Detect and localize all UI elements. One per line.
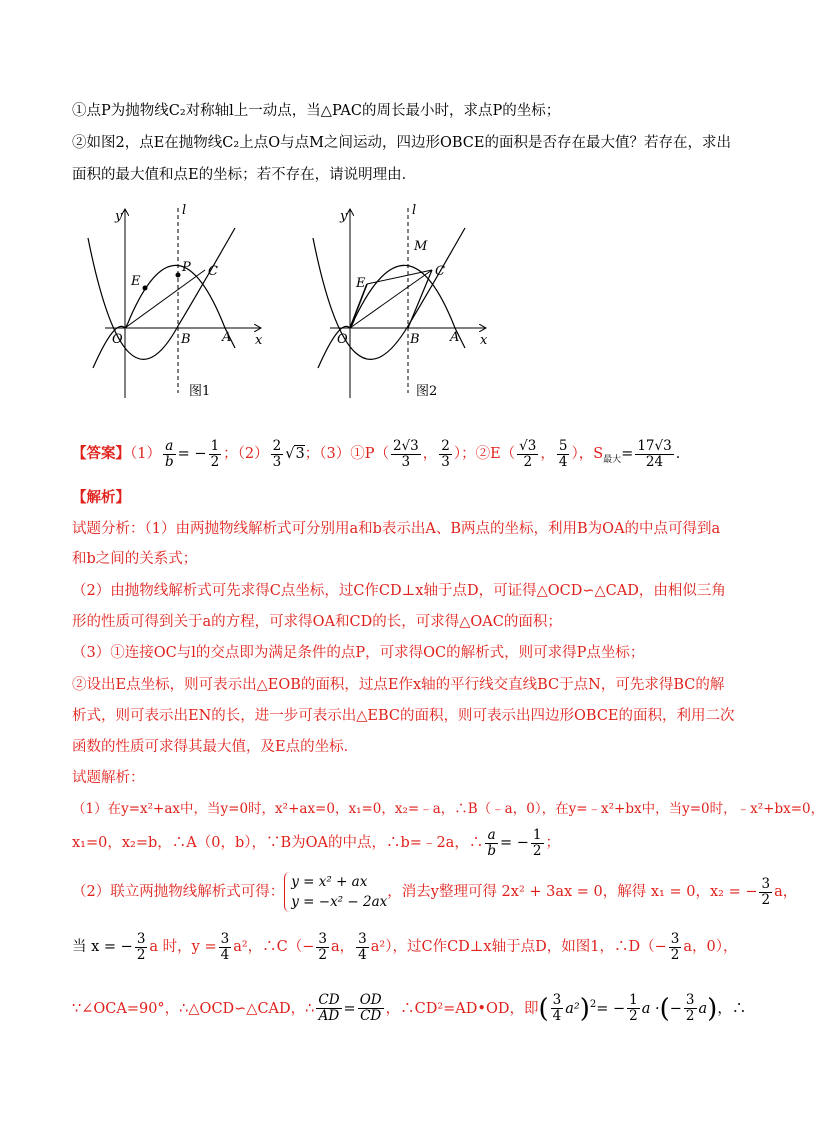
point-p <box>176 273 181 278</box>
problem-line-1: ①点P为抛物线C₂对称轴l上一动点，当△PAC的周长最小时，求点P的坐标； <box>72 103 561 119</box>
frac-14-k: $\frac{1}{2}$ <box>629 992 638 1025</box>
frac-max-area: $\frac{17√3}{24}$ <box>637 437 672 470</box>
frac-e-y: $\frac{5}{4}$ <box>558 437 568 470</box>
fig1-label-o: O <box>112 332 123 347</box>
fig2-label-x: x <box>480 333 488 348</box>
frac-od-cd: $\frac{OD}{CD}$ <box>359 992 382 1025</box>
line-14-sq: 2 <box>589 999 597 1010</box>
fig2-label-y: y <box>340 209 348 224</box>
answer-tag: 【答案】 <box>72 445 130 462</box>
fig2-label-o: O <box>337 332 348 347</box>
answer-part: ；（3）①P（ <box>304 446 389 462</box>
parabola-c1 <box>88 228 235 359</box>
analysis-line-2: 和b之间的关系式； <box>72 551 198 567</box>
fig2-label-e: E <box>356 276 366 291</box>
fig1-caption: 图1 <box>189 384 211 399</box>
frac-a-b: $\frac{a}{b}$ <box>487 826 496 859</box>
parabola-c2 <box>318 265 465 368</box>
analysis-line-8: 函数的性质可求得其最大值，及E点的坐标． <box>72 739 359 755</box>
frac-a-b: $\frac{a}{b}$ <box>164 437 174 470</box>
fig1-label-b: B <box>181 332 191 347</box>
analysis-line-6: ②设出E点坐标，则可表示出△EOB的面积，过点E作x轴的平行线交直线BC于点N，可先求得BC的解 <box>72 677 725 693</box>
answer-eq: = − <box>177 446 207 462</box>
answer-part: （1） <box>130 446 161 462</box>
equation-system: y = x² + ax y = −x² − 2ax <box>284 872 387 912</box>
frac-13-3: $\frac{3}{2}$ <box>318 930 328 963</box>
fig2-label-l: l <box>412 203 417 218</box>
line-13-a: 当 x = − <box>72 939 133 955</box>
frac-e-x: $\frac{√3}{2}$ <box>519 437 537 470</box>
line-12-end: a， <box>774 884 798 900</box>
line-14-e: a <box>698 1000 708 1017</box>
fig2-label-m: M <box>414 239 428 254</box>
fig2-label-b: B <box>410 332 420 347</box>
figure-2 <box>310 198 500 403</box>
paren-close: ) <box>579 993 590 1024</box>
analysis-line-3: （2）由抛物线解析式可先求得C点坐标，过C作CD⊥x轴于点D，可证得△OCD∽△CAD，由相似三角 <box>72 583 726 599</box>
figure-1 <box>85 198 275 403</box>
parabola-c2 <box>93 265 235 368</box>
fig1-label-a: A <box>222 330 232 345</box>
problem-line-3: 面积的最大值和点E的坐标；若不存在，请说明理由． <box>72 167 417 183</box>
point-e <box>143 286 148 291</box>
paren-open: ( <box>538 993 549 1024</box>
frac-13-5: $\frac{3}{2}$ <box>670 930 680 963</box>
line-11-end: ； <box>545 835 561 851</box>
answer-end: ． <box>675 446 691 462</box>
fig2-caption: 图2 <box>416 384 438 399</box>
analysis-line-5: （3）①连接OC与l的交点即为满足条件的点P，可求得OC的解析式，则可求得P点坐标； <box>72 645 645 661</box>
frac-two-thirds: $\frac{2}{3}$ <box>272 437 282 470</box>
answer-comma: ， <box>540 446 555 462</box>
analysis-line-7: 析式，则可表示出EN的长，进一步可表示出△EBC的面积，则可表示出四边形OBCE的面积，利用二次 <box>72 708 735 724</box>
answer-part: ）；②E（ <box>453 446 516 462</box>
line-14-c: a² <box>565 1000 580 1017</box>
frac-three-halves: $\frac{3}{2}$ <box>761 875 771 908</box>
line-14-eq: = <box>343 1000 356 1017</box>
problem-line-2: ②如图2，点E在抛物线C₂上点O与点M之间运动，四边形OBCE的面积是否存在最大值？若存在，求出 <box>72 135 731 151</box>
line-14-f: ，∴ <box>717 1000 747 1017</box>
answer-part: ；（2） <box>223 446 269 462</box>
line-11-eq: = − <box>500 835 529 851</box>
frac-half: $\frac{1}{2}$ <box>210 437 220 470</box>
frac-13-4: $\frac{3}{4}$ <box>358 930 367 963</box>
analysis-line-12 <box>72 870 797 914</box>
frac-p-x: $\frac{2√3}{3}$ <box>392 437 419 470</box>
frac-cd-ad: $\frac{CD}{AD}$ <box>318 992 340 1025</box>
fig2-label-a: A <box>450 330 460 345</box>
line-13-c: a²，∴C（− <box>233 939 315 955</box>
line-11-text: x₁=0，x₂=b，∴A（0，b），∵B为OA的中点，∴b=﹣2a，∴ <box>72 835 484 851</box>
line-13-b: a 时，y = <box>149 939 217 955</box>
line-13-e: a²），过C作CD⊥x轴于点D，如图1，∴D（− <box>370 939 667 955</box>
answer-comma: ， <box>422 446 438 462</box>
frac-13-2: $\frac{3}{4}$ <box>220 930 230 963</box>
fig1-label-p: P <box>182 260 191 275</box>
line-14-d: a · <box>641 1000 660 1017</box>
frac-half: $\frac{1}{2}$ <box>532 826 542 859</box>
line-12-text-b: ，消去y整理可得 2x² + 3ax = 0，解得 x₁ = 0，x₂ = − <box>387 884 758 900</box>
frac-p-y: $\frac{2}{3}$ <box>441 437 450 470</box>
line-13-f: a，0）， <box>683 939 738 955</box>
analysis-line-14: ∵∠OCA=90°，∴△OCD∽△CAD，∴ $\frac{CD}{AD}$ = $\frac{OD}{CD}$ ，∴CD²=AD•OD，即( $\frac{3}{4}$ a²)$^2$= − $\frac{1}{2}$ a ·(− $\frac{3}{2}$ a)，∴ <box>72 992 747 1025</box>
line-14-b: ，∴CD²=AD•OD，即 <box>385 1000 539 1017</box>
analysis-line-4: 形的性质可得到关于a的方程，可求得OA和CD的长，可求得△OAC的面积； <box>72 614 562 630</box>
line-14-eq2: = − <box>596 1000 626 1017</box>
frac-14-h: $\frac{3}{4}$ <box>552 992 562 1025</box>
answer-root: 3 <box>295 446 305 462</box>
fig2-label-c: C <box>435 264 445 279</box>
line-12-text: （2）联立两抛物线解析式可得： <box>72 884 285 900</box>
fig1-label-l: l <box>182 203 187 218</box>
fig1-label-e: E <box>131 274 141 289</box>
paren-close-2: ) <box>707 993 718 1024</box>
analysis-line-13 <box>72 930 737 964</box>
fig1-label-c: C <box>208 264 218 279</box>
answer-eq: = <box>621 446 634 462</box>
answer-sub: 最大 <box>603 454 622 465</box>
answer-line: 【答案】（1） $\frac{a}{b}$ = − $\frac{1}{2}$ ；（2） $\frac{2}{3}$ √3；（3）①P（ $\frac{2√3}{3}$ ， $\frac{2}{3}$ ）；②E（ $\frac{√3}{2}$ ， $\frac{5}{4}$ ），$S_{最大}=$ $\frac{17√3}{24}$ ． <box>72 437 691 470</box>
answer-part: ），S <box>571 446 604 462</box>
frac-13-1: $\frac{3}{2}$ <box>136 930 146 963</box>
fig1-label-x: x <box>255 333 263 348</box>
fig1-label-y: y <box>115 209 123 224</box>
paren-open-2: ( <box>659 993 670 1024</box>
parabola-c1 <box>313 228 465 359</box>
analysis-line-9: 试题解析： <box>72 770 145 786</box>
line-14-a: ∵∠OCA=90°，∴△OCD∽△CAD，∴ <box>72 1000 315 1017</box>
analysis-line-10: （1）在y=x²+ax中，当y=0时，x²+ax=0，x₁=0，x₂=﹣a，∴B（﹣a，0），在y=﹣x²+bx中，当y=0时，﹣x²+bx=0， <box>72 801 824 817</box>
analysis-tag: 【解析】 <box>72 489 130 506</box>
line-13-d: a， <box>331 939 355 955</box>
analysis-line-1: 试题分析：（1）由两抛物线解析式可分别用a和b表示出A、B两点的坐标，利用B为OA的中点可得到a <box>72 521 721 537</box>
analysis-line-11 <box>72 826 560 860</box>
frac-14-m: $\frac{3}{2}$ <box>685 992 695 1025</box>
